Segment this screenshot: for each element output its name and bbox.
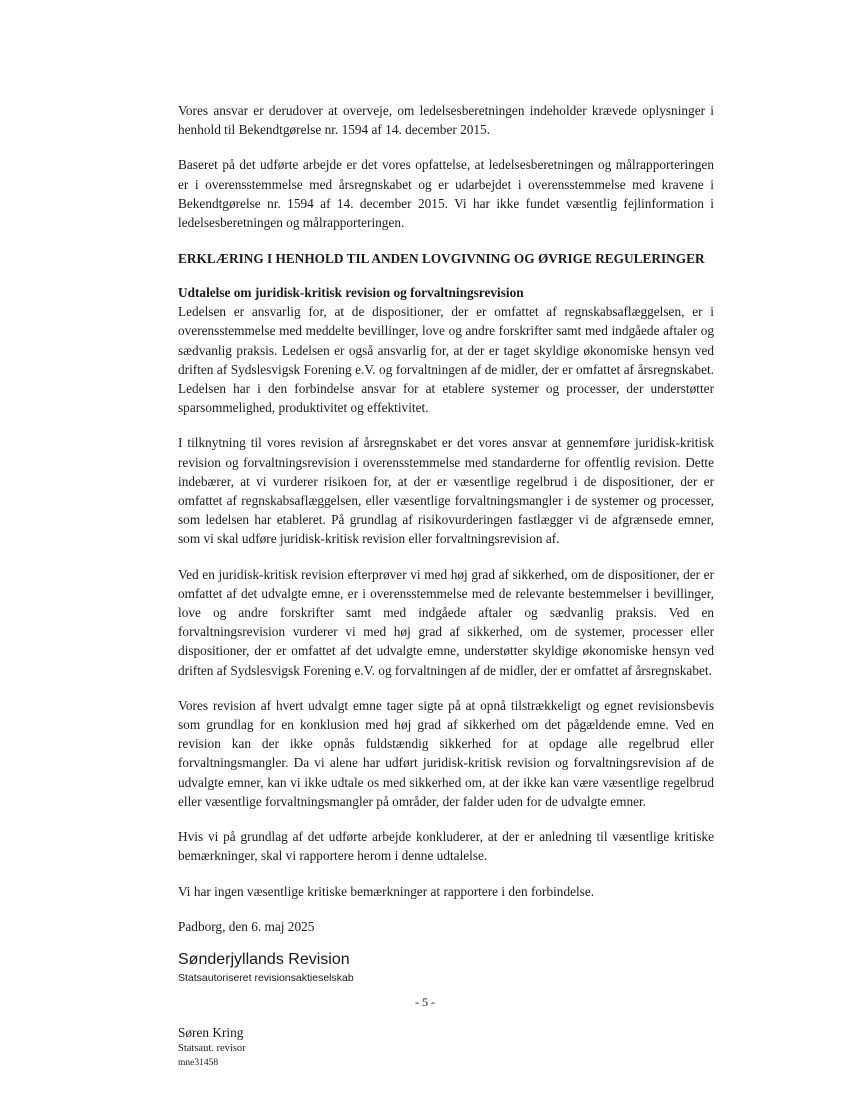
paragraph-audit-method: Ved en juridisk-kritisk revision efterprøver vi med høj grad af sikkerhed, om de dispositioner, der er omfattet af det udvalgte emne, er i overensstemmelse med de relevante bestemmelser i bevillinger, love og andre forskrifter samt med indgåede aftaler og sædvanlig praksis. Ved en forvaltningsrevision vurderer vi med høj grad af sikkerhed, om de systemer, processer eller dispositioner, der er omfattet af det udvalgte emne, understøtter skyldige økonomiske hensyn ved driften af Sydslesvigsk Forening e.V. og forvaltningen af de midler, der er omfattet af årsregnskabet. [178,566,714,678]
signer-name: Søren Kring [178,1024,244,1040]
paragraph-management-responsibility: Ledelsen er ansvarlig for, at de dispositioner, der er omfattet af regnskabsaflæggelsen, er i overensstemmelse med meddelte bevillinger, love og andre forskrifter samt med indgåede aftaler og sædvanlig praksis. Ledelsen er også ansvarlig for, at der er taget skyldige økonomiske hensyn ved driften af Sydslesvigsk Forening e.V. og forvaltningen af de midler, der er omfattet af årsregnskabet. Ledelsen har i den forbindelse ansvar for at etablere systemer og processer, der understøtter sparsommelighed, produktivitet og effektivitet. [178,304,714,416]
page-content [178,101,714,1070]
firm-name: Sønderjyllands Revision [178,950,350,968]
paragraph-auditor-responsibility: I tilknytning til vores revision af årsregnskabet er det vores ansvar at gennemføre juridisk-kritisk revision og forvaltningsrevision i overensstemmelse med standarderne for offentlig revision. Dette indebærer, at vi vurderer risikoen for, at der er væsentlige regelbrud i de dispositioner, der er omfattet af regnskabsaflæggelsen, eller væsentlige forvaltningsmangler i de systemer og processer, som ledelsen har etableret. På grundlag af risikovurderingen fastlægger vi de afgrænsede emner, som vi skal udføre juridisk-kritisk revision eller forvaltningsrevision af. [178,435,714,547]
page-number: - 5 - [415,995,435,1009]
place-date: Padborg, den 6. maj 2025 [178,918,315,934]
paragraph-audit-limitations: Vores revision af hvert udvalgt emne tager sigte på at opnå tilstrækkeligt og egnet revisionsbevis som grundlag for en konklusion med høj grad af sikkerhed om det pågældende emne. Ved en revision kan der ikke opnås fuldstændig sikkerhed for at opdage alle regelbrud eller forvaltningsmangler. Da vi alene har udført juridisk-kritisk revision og forvaltningsrevision af de udvalgte emner, kan vi ikke udtale os med sikkerhed om, at der ikke kan være væsentlige regelbrud eller væsentlige forvaltningsmangler på områder, der falder uden for de udvalgte emner. [178,697,714,809]
firm-subtitle: Statsautoriseret revisionsaktieselskab [178,971,354,984]
paragraph-reporting: Hvis vi på grundlag af det udførte arbejde konkluderer, at der er anledning til væsentlige kritiske bemærkninger, skal vi rapportere herom i denne udtalelse. [178,829,714,864]
paragraph-responsibility: Vores ansvar er derudover at overveje, om ledelsesberetningen indeholder krævede oplysninger i henhold til Bekendtgørelse nr. 1594 af 14. december 2015. [178,103,714,138]
signer-title: Statsaut. revisor [178,1042,246,1054]
paragraph-opinion: Baseret på det udførte arbejde er det vores opfattelse, at ledelsesberetningen og målrapporteringen er i overensstemmelse med årsregnskabet og er udarbejdet i overensstemmelse med kravene i Bekendtgørelse nr. 1594 af 14. december 2015. Vi har ikke fundet væsentlig fejlinformation i ledelsesberetningen og målrapporteringen. [178,157,714,231]
subheading: Udtalelse om juridisk-kritisk revision og forvaltningsrevision [178,285,524,301]
section-heading: ERKLÆRING I HENHOLD TIL ANDEN LOVGIVNING OG ØVRIGE REGULERINGER [178,251,705,267]
paragraph-conclusion: Vi har ingen væsentlige kritiske bemærkninger at rapportere i den forbindelse. [178,883,595,899]
signer-id: mne31458 [178,1057,219,1068]
